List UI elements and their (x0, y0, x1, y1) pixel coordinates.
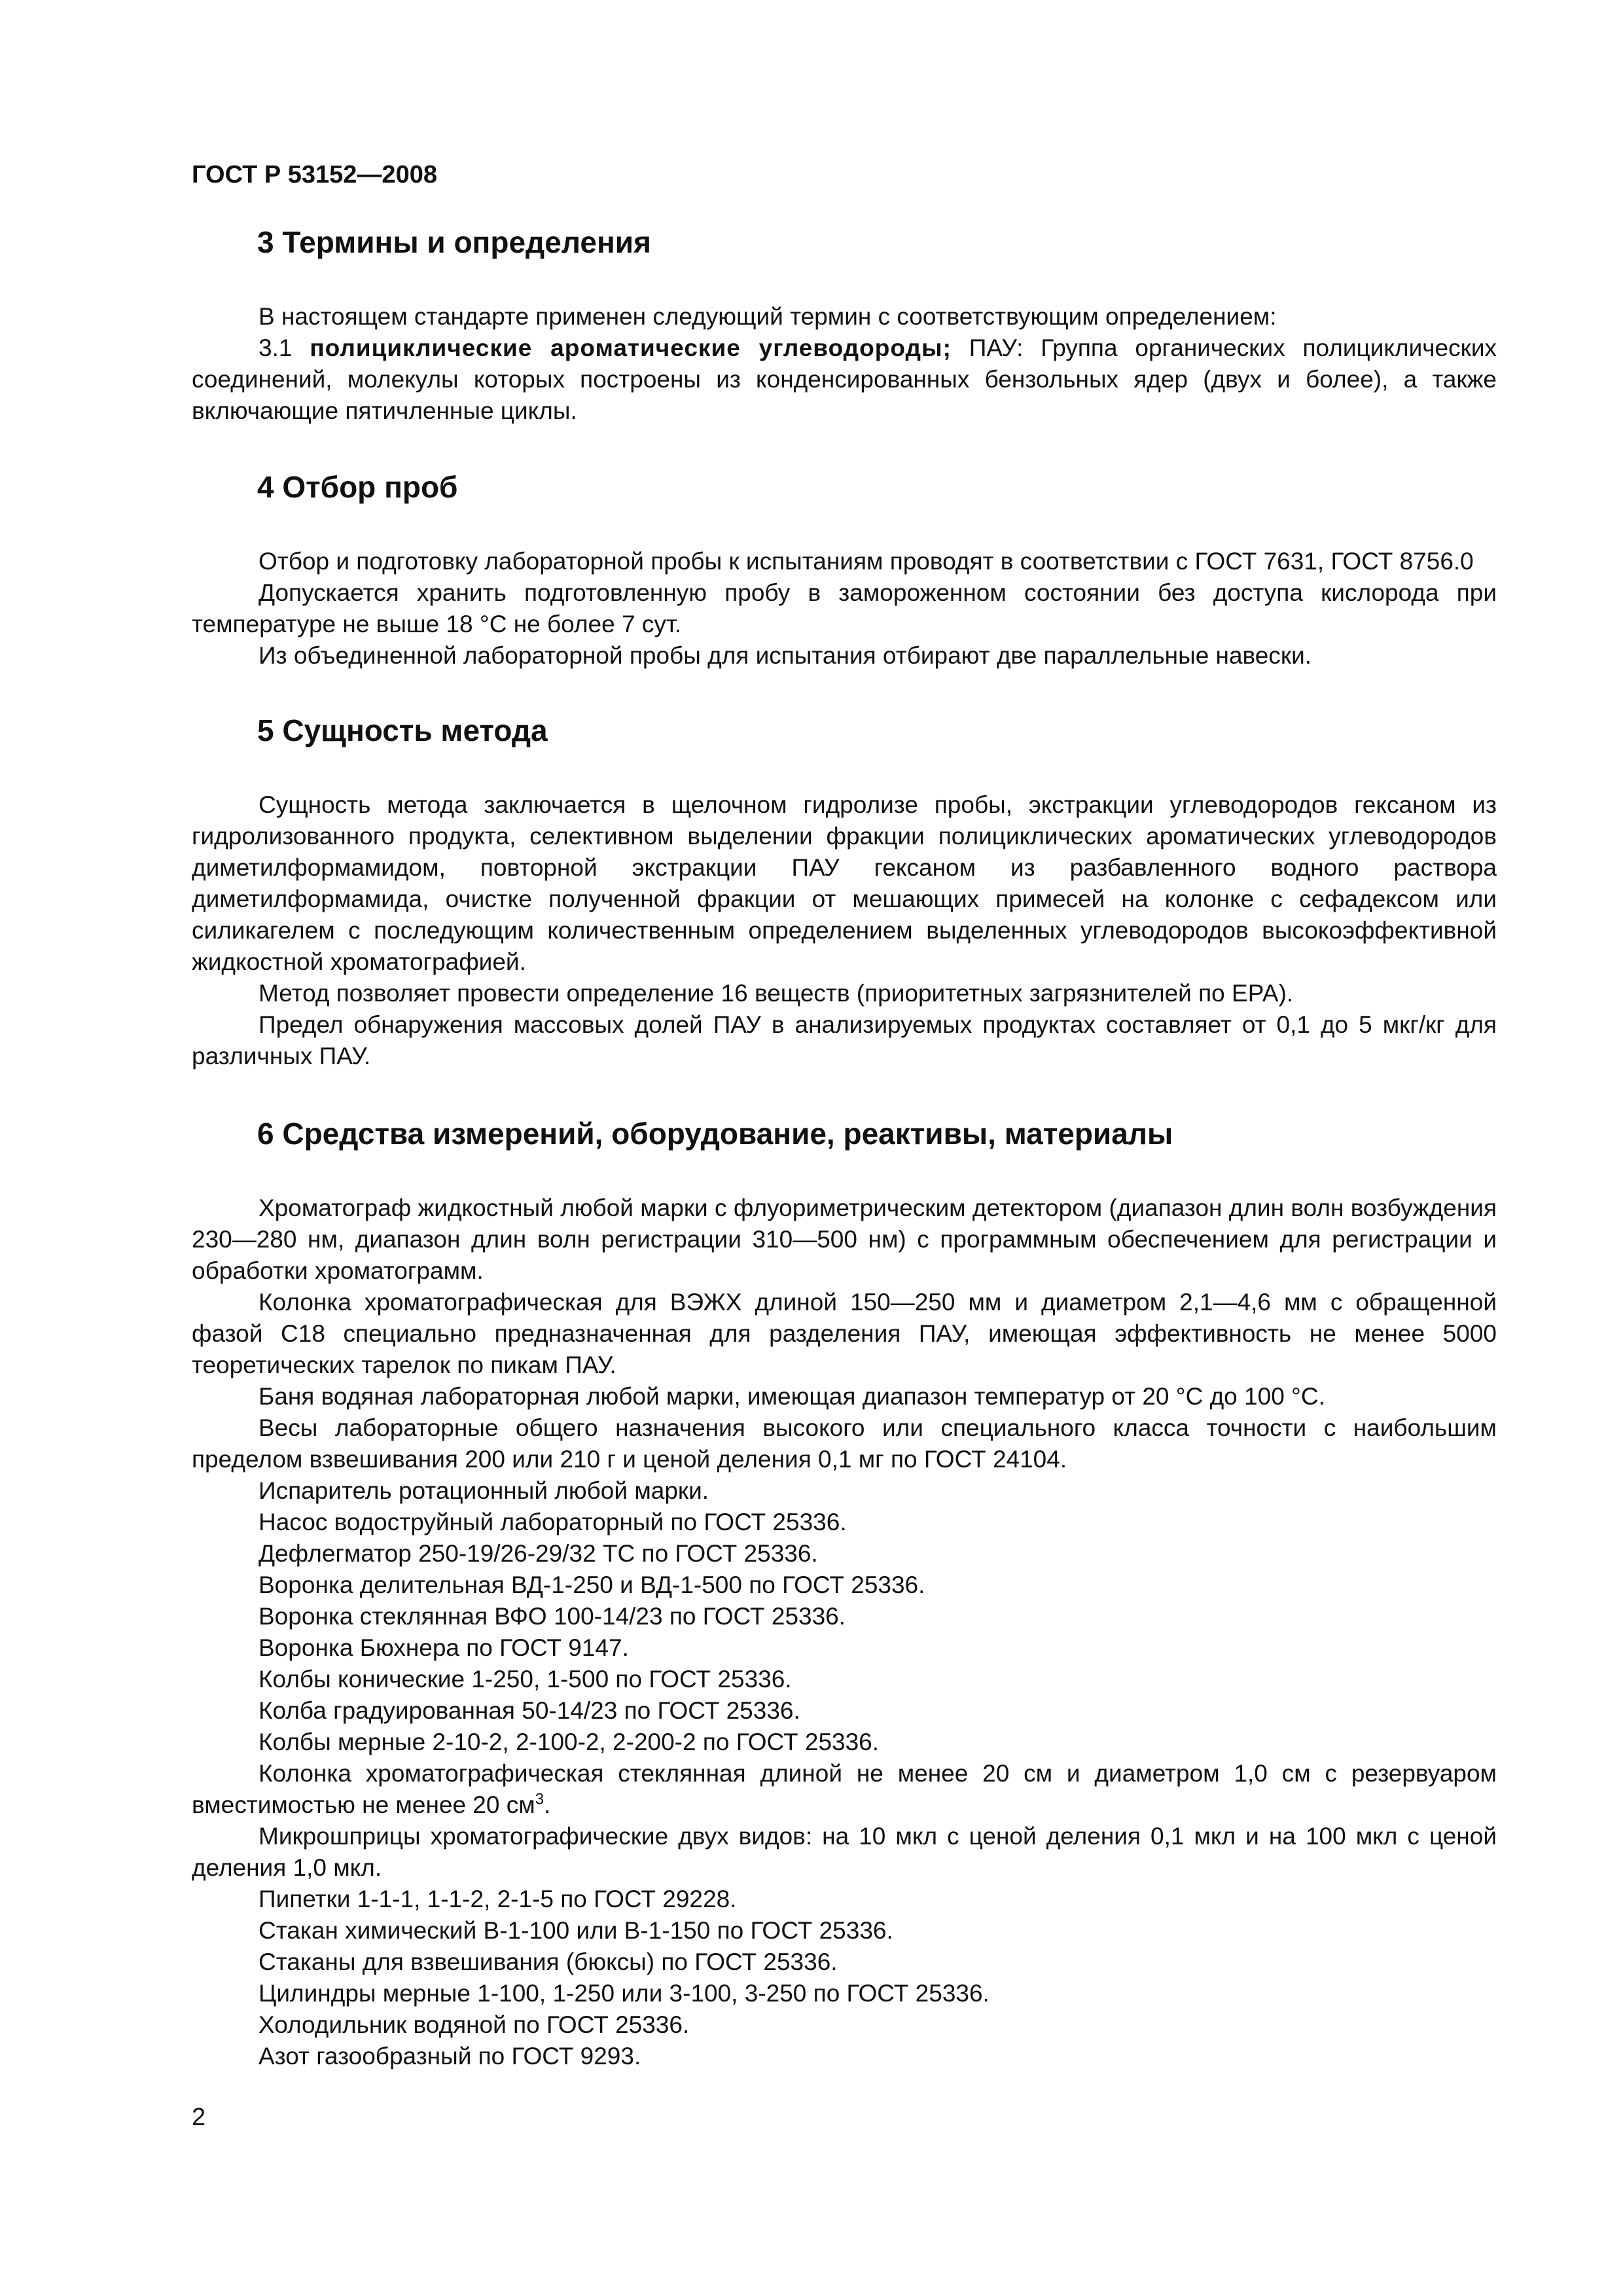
paragraph: Колбы мерные 2-10-2, 2-100-2, 2-200-2 по ГОСТ 25336. (259, 1729, 880, 1755)
paragraph: Азот газообразный по ГОСТ 9293. (259, 2043, 641, 2070)
paragraph: Колба градуированная 50-14/23 по ГОСТ 25336. (259, 1697, 800, 1724)
column-text: Колонка хроматографическая стеклянная длиной не менее 20 см и диаметром 1,0 см с резервуаром вместимостью не менее 20 см (192, 1760, 1497, 1818)
paragraph: Отбор и подготовку лабораторной пробы к испытаниям проводят в соответствии с ГОСТ 7631, ГОСТ 8756.0 (259, 548, 1474, 575)
paragraph: Стаканы для взвешивания (бюксы) по ГОСТ 25336. (259, 1948, 838, 1975)
section-title: 4 Отбор проб (257, 470, 458, 504)
paragraph: Баня водяная лабораторная любой марки, имеющая диапазон температур от 20 °С до 100 °С. (259, 1383, 1325, 1410)
term-number: 3.1 (259, 334, 310, 361)
paragraph: Колонка хроматографическая для ВЭЖХ длиной 150—250 мм и диаметром 2,1—4,6 мм с обращенной фазой С18 специально предназначенная для разделения ПАУ, имеющая эффективность не менее 5000 теоретических тарелок по пикам ПАУ. (192, 1289, 1497, 1378)
superscript: 3 (535, 1790, 544, 1808)
paragraph: Сущность метода заключается в щелочном гидролизе пробы, экстракции углеводородов гексаном из гидролизованного продукта, селективном выделении фракции полициклических ароматических углеводородов диметилформамидом, повторной экстракции ПАУ гексаном из разбавленного водного раствора диметилформамида, очистке полученной фракции от мешающих примесей на колонке с сефадексом или силикагелем с последующим количественным определением выделенных углеводородов высокоэффективной жидкостной хроматографией. (192, 791, 1497, 975)
section-equipment (192, 1114, 1497, 2072)
document-body (192, 223, 1497, 2072)
term-definition-paragraph (192, 332, 1497, 427)
document-header: ГОСТ Р 53152—2008 (192, 161, 437, 188)
paragraph: Воронка Бюхнера по ГОСТ 9147. (259, 1634, 629, 1661)
paragraph: В настоящем стандарте применен следующий термин с соответствующим определением: (259, 303, 1277, 330)
paragraph: Колбы конические 1-250, 1-500 по ГОСТ 25336. (259, 1666, 792, 1693)
paragraph: Из объединенной лабораторной пробы для испытания отбирают две параллельные навески. (259, 642, 1312, 669)
section-title: 6 Средства измерений, оборудование, реактивы, материалы (257, 1117, 1173, 1151)
paragraph: Метод позволяет провести определение 16 веществ (приоритетных загрязнителей по ЕРА). (259, 980, 1294, 1007)
section-title: 3 Термины и определения (257, 225, 651, 259)
page-number: 2 (192, 2104, 206, 2131)
term-name: полициклические ароматические углеводороды; (310, 334, 952, 361)
paragraph: Воронка делительная ВД-1-250 и ВД-1-500 по ГОСТ 25336. (259, 1571, 925, 1598)
paragraph: Стакан химический В-1-100 или В-1-150 по ГОСТ 25336. (259, 1917, 893, 1944)
section-sampling (192, 467, 1497, 672)
paragraph: Цилиндры мерные 1-100, 1-250 или 3-100, 3-250 по ГОСТ 25336. (259, 1980, 990, 2007)
paragraph: Насос водоструйный лабораторный по ГОСТ 25336. (259, 1509, 847, 1535)
paragraph: Воронка стеклянная ВФО 100-14/23 по ГОСТ 25336. (259, 1603, 846, 1630)
paragraph: Микрошприцы хроматографические двух видов: на 10 мкл с ценой деления 0,1 мкл и на 100 мкл с ценой деления 1,0 мкл. (192, 1823, 1497, 1881)
paragraph: Пипетки 1-1-1, 1-1-2, 2-1-5 по ГОСТ 29228. (259, 1886, 737, 1912)
section-method-essence (192, 711, 1497, 1072)
paragraph: Хроматограф жидкостный любой марки с флуориметрическим детектором (диапазон длин волн возбуждения 230—280 нм, диапазон длин волн регистрации 310—500 нм) с программным обеспечением для регистрации и обработки хроматограмм. (192, 1194, 1497, 1284)
column-text-end: . (544, 1791, 551, 1818)
paragraph: Дефлегматор 250-19/26-29/32 ТС по ГОСТ 25336. (259, 1540, 818, 1567)
paragraph: Весы лабораторные общего назначения высокого или специального класса точности с наибольшим пределом взвешивания 200 или 210 г и ценой деления 0,1 мг по ГОСТ 24104. (192, 1414, 1497, 1473)
paragraph: Испаритель ротационный любой марки. (259, 1477, 709, 1504)
paragraph: Предел обнаружения массовых долей ПАУ в анализируемых продуктах составляет от 0,1 до 5 мкг/кг для различных ПАУ. (192, 1011, 1497, 1069)
paragraph: Холодильник водяной по ГОСТ 25336. (259, 2011, 690, 2038)
term-definition: ПАУ: Группа органических полициклических соединений, молекулы которых построены из конденсированных бензольных ядер (двух и более), а также включающие пятичленные циклы. (192, 334, 1497, 424)
section-terms (192, 223, 1497, 427)
paragraph: Допускается хранить подготовленную пробу в замороженном состоянии без доступа кислорода при температуре не выше 18 °С не более 7 сут. (192, 579, 1497, 637)
section-title: 5 Сущность метода (257, 713, 548, 747)
paragraph (192, 1758, 1497, 1821)
